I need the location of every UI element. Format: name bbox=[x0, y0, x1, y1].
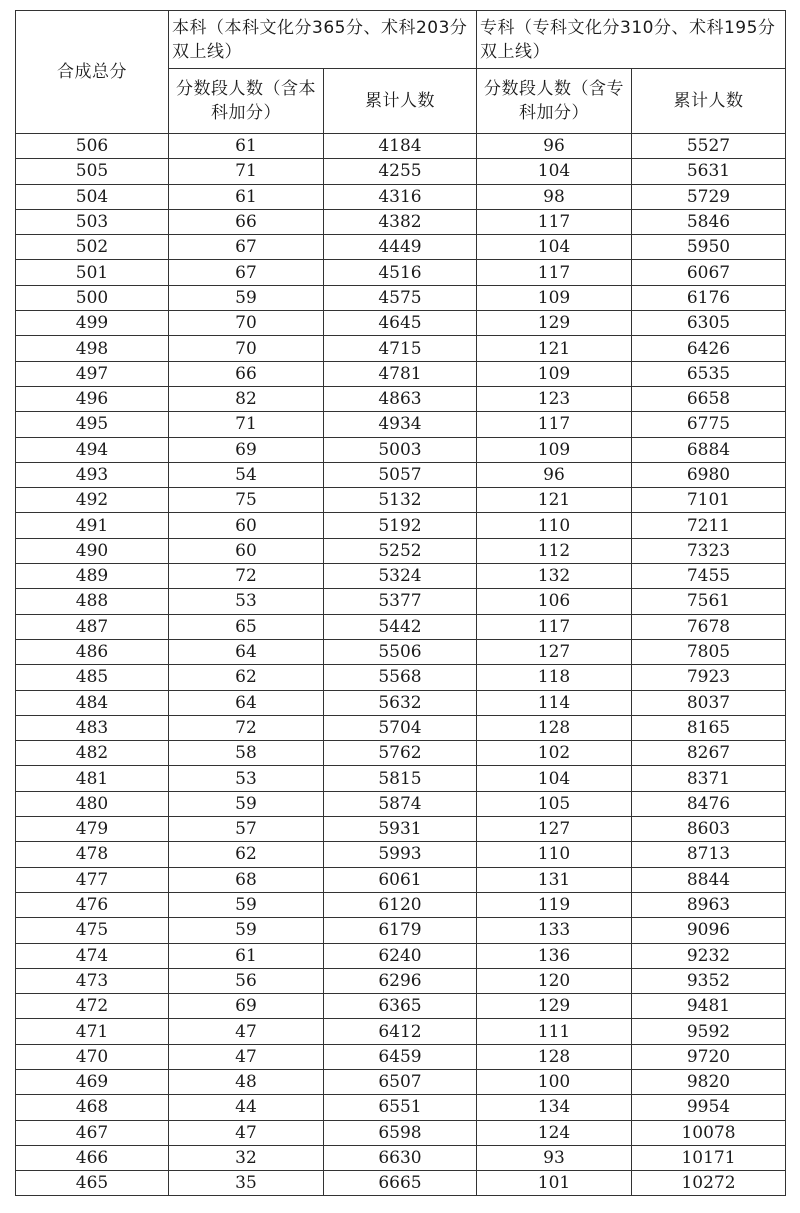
college-cumulative-cell: 8844 bbox=[632, 867, 786, 892]
college-count-cell: 129 bbox=[477, 311, 632, 336]
college-count-header: 分数段人数（含专科加分） bbox=[477, 69, 632, 134]
score-cell: 476 bbox=[16, 892, 169, 917]
bachelor-cumulative-cell: 4715 bbox=[324, 336, 477, 361]
table-row bbox=[16, 386, 786, 411]
college-count-cell: 104 bbox=[477, 235, 632, 260]
bachelor-cumulative-cell: 6296 bbox=[324, 968, 477, 993]
table-row bbox=[16, 968, 786, 993]
bachelor-cumulative-cell: 4255 bbox=[324, 159, 477, 184]
bachelor-cumulative-cell: 5506 bbox=[324, 639, 477, 664]
college-cumulative-cell: 8713 bbox=[632, 842, 786, 867]
bachelor-cumulative-cell: 4516 bbox=[324, 260, 477, 285]
college-count-cell: 136 bbox=[477, 943, 632, 968]
bachelor-count-cell: 47 bbox=[169, 1120, 324, 1145]
table-row bbox=[16, 538, 786, 563]
table-row bbox=[16, 943, 786, 968]
college-cumulative-cell: 10272 bbox=[632, 1171, 786, 1196]
table-row bbox=[16, 159, 786, 184]
table-row bbox=[16, 614, 786, 639]
table-row bbox=[16, 462, 786, 487]
table-row bbox=[16, 715, 786, 740]
college-count-cell: 109 bbox=[477, 361, 632, 386]
table-row bbox=[16, 918, 786, 943]
table-row bbox=[16, 235, 786, 260]
college-cumulative-cell: 7101 bbox=[632, 488, 786, 513]
college-cumulative-cell: 9954 bbox=[632, 1095, 786, 1120]
bachelor-cumulative-cell: 4863 bbox=[324, 386, 477, 411]
bachelor-cumulative-cell: 6240 bbox=[324, 943, 477, 968]
college-cumulative-cell: 9232 bbox=[632, 943, 786, 968]
table-row bbox=[16, 1145, 786, 1170]
bachelor-cumulative-cell: 4645 bbox=[324, 311, 477, 336]
table-row bbox=[16, 791, 786, 816]
bachelor-count-cell: 66 bbox=[169, 361, 324, 386]
header-row-groups bbox=[16, 11, 786, 69]
college-cumulative-cell: 5631 bbox=[632, 159, 786, 184]
score-cell: 502 bbox=[16, 235, 169, 260]
bachelor-count-cell: 58 bbox=[169, 741, 324, 766]
college-cumulative-cell: 8371 bbox=[632, 766, 786, 791]
score-cell: 481 bbox=[16, 766, 169, 791]
bachelor-count-cell: 64 bbox=[169, 690, 324, 715]
college-cumulative-cell: 9592 bbox=[632, 1019, 786, 1044]
bachelor-count-cell: 66 bbox=[169, 209, 324, 234]
college-count-cell: 121 bbox=[477, 488, 632, 513]
bachelor-group-header: 本科（本科文化分365分、术科203分双上线） bbox=[169, 11, 477, 69]
table-body bbox=[16, 134, 786, 1196]
bachelor-cumulative-cell: 5931 bbox=[324, 817, 477, 842]
score-cell: 488 bbox=[16, 589, 169, 614]
college-count-cell: 106 bbox=[477, 589, 632, 614]
bachelor-cumulative-cell: 5057 bbox=[324, 462, 477, 487]
bachelor-cumulative-cell: 5003 bbox=[324, 437, 477, 462]
college-count-cell: 128 bbox=[477, 715, 632, 740]
bachelor-count-cell: 67 bbox=[169, 235, 324, 260]
college-cumulative-cell: 6658 bbox=[632, 386, 786, 411]
score-cell: 479 bbox=[16, 817, 169, 842]
table-row bbox=[16, 892, 786, 917]
table-row bbox=[16, 1044, 786, 1069]
score-cell: 475 bbox=[16, 918, 169, 943]
college-cumulative-cell: 9720 bbox=[632, 1044, 786, 1069]
college-cumulative-cell: 8963 bbox=[632, 892, 786, 917]
college-cumulative-cell: 7561 bbox=[632, 589, 786, 614]
score-cell: 474 bbox=[16, 943, 169, 968]
bachelor-cumulative-cell: 6598 bbox=[324, 1120, 477, 1145]
college-count-cell: 105 bbox=[477, 791, 632, 816]
table-row bbox=[16, 336, 786, 361]
table-row bbox=[16, 639, 786, 664]
bachelor-cumulative-cell: 5568 bbox=[324, 665, 477, 690]
bachelor-cumulative-cell: 5132 bbox=[324, 488, 477, 513]
college-cumulative-cell: 8603 bbox=[632, 817, 786, 842]
bachelor-count-cell: 69 bbox=[169, 994, 324, 1019]
score-cell: 478 bbox=[16, 842, 169, 867]
table-row bbox=[16, 665, 786, 690]
college-cumulative-cell: 7211 bbox=[632, 513, 786, 538]
college-count-cell: 132 bbox=[477, 564, 632, 589]
score-cell: 489 bbox=[16, 564, 169, 589]
college-count-cell: 127 bbox=[477, 817, 632, 842]
college-cumulative-cell: 8037 bbox=[632, 690, 786, 715]
score-distribution-table bbox=[15, 10, 786, 1196]
college-cumulative-cell: 10171 bbox=[632, 1145, 786, 1170]
score-cell: 477 bbox=[16, 867, 169, 892]
bachelor-cumulative-cell: 5442 bbox=[324, 614, 477, 639]
college-cumulative-cell: 6884 bbox=[632, 437, 786, 462]
table-row bbox=[16, 589, 786, 614]
bachelor-cumulative-cell: 4184 bbox=[324, 134, 477, 159]
bachelor-cumulative-cell: 6507 bbox=[324, 1069, 477, 1094]
table-row bbox=[16, 994, 786, 1019]
bachelor-count-cell: 64 bbox=[169, 639, 324, 664]
score-cell: 468 bbox=[16, 1095, 169, 1120]
score-cell: 483 bbox=[16, 715, 169, 740]
bachelor-count-cell: 53 bbox=[169, 589, 324, 614]
bachelor-cumulative-cell: 5252 bbox=[324, 538, 477, 563]
bachelor-count-cell: 47 bbox=[169, 1044, 324, 1069]
college-count-cell: 131 bbox=[477, 867, 632, 892]
score-cell: 500 bbox=[16, 285, 169, 310]
bachelor-count-cell: 61 bbox=[169, 134, 324, 159]
score-cell: 486 bbox=[16, 639, 169, 664]
bachelor-count-cell: 59 bbox=[169, 285, 324, 310]
college-cumulative-cell: 5950 bbox=[632, 235, 786, 260]
bachelor-count-cell: 71 bbox=[169, 412, 324, 437]
bachelor-count-cell: 69 bbox=[169, 437, 324, 462]
college-cumulative-cell: 5527 bbox=[632, 134, 786, 159]
bachelor-cumulative-cell: 4382 bbox=[324, 209, 477, 234]
bachelor-cumulative-cell: 5815 bbox=[324, 766, 477, 791]
college-count-cell: 121 bbox=[477, 336, 632, 361]
bachelor-count-cell: 56 bbox=[169, 968, 324, 993]
table-row bbox=[16, 766, 786, 791]
bachelor-count-cell: 67 bbox=[169, 260, 324, 285]
table-row bbox=[16, 488, 786, 513]
college-count-cell: 98 bbox=[477, 184, 632, 209]
college-cumulative-cell: 7323 bbox=[632, 538, 786, 563]
college-count-cell: 119 bbox=[477, 892, 632, 917]
college-group-header: 专科（专科文化分310分、术科195分双上线） bbox=[477, 11, 786, 69]
table-row bbox=[16, 260, 786, 285]
score-cell: 504 bbox=[16, 184, 169, 209]
bachelor-count-cell: 53 bbox=[169, 766, 324, 791]
college-cumulative-cell: 6980 bbox=[632, 462, 786, 487]
college-cumulative-cell: 6176 bbox=[632, 285, 786, 310]
bachelor-count-cell: 59 bbox=[169, 918, 324, 943]
bachelor-cumulative-cell: 4781 bbox=[324, 361, 477, 386]
college-cumulative-header: 累计人数 bbox=[632, 69, 786, 134]
bachelor-count-cell: 59 bbox=[169, 791, 324, 816]
college-cumulative-cell: 6426 bbox=[632, 336, 786, 361]
college-count-cell: 117 bbox=[477, 412, 632, 437]
table-row bbox=[16, 564, 786, 589]
college-count-cell: 100 bbox=[477, 1069, 632, 1094]
score-cell: 494 bbox=[16, 437, 169, 462]
score-cell: 484 bbox=[16, 690, 169, 715]
college-cumulative-cell: 6305 bbox=[632, 311, 786, 336]
table-row bbox=[16, 817, 786, 842]
college-count-cell: 118 bbox=[477, 665, 632, 690]
table-row bbox=[16, 437, 786, 462]
college-count-cell: 109 bbox=[477, 437, 632, 462]
score-cell: 498 bbox=[16, 336, 169, 361]
bachelor-count-cell: 61 bbox=[169, 184, 324, 209]
college-cumulative-cell: 5729 bbox=[632, 184, 786, 209]
college-count-cell: 117 bbox=[477, 614, 632, 639]
bachelor-count-cell: 70 bbox=[169, 311, 324, 336]
bachelor-count-cell: 68 bbox=[169, 867, 324, 892]
college-count-cell: 109 bbox=[477, 285, 632, 310]
college-cumulative-cell: 8165 bbox=[632, 715, 786, 740]
college-cumulative-cell: 7805 bbox=[632, 639, 786, 664]
college-count-cell: 110 bbox=[477, 513, 632, 538]
bachelor-cumulative-cell: 5192 bbox=[324, 513, 477, 538]
bachelor-count-cell: 44 bbox=[169, 1095, 324, 1120]
table-row bbox=[16, 690, 786, 715]
bachelor-count-cell: 59 bbox=[169, 892, 324, 917]
bachelor-cumulative-cell: 5377 bbox=[324, 589, 477, 614]
score-table-document bbox=[15, 10, 785, 1196]
bachelor-count-cell: 60 bbox=[169, 513, 324, 538]
college-count-cell: 134 bbox=[477, 1095, 632, 1120]
bachelor-cumulative-cell: 5632 bbox=[324, 690, 477, 715]
table-row bbox=[16, 867, 786, 892]
bachelor-count-cell: 72 bbox=[169, 715, 324, 740]
college-count-cell: 127 bbox=[477, 639, 632, 664]
table-header bbox=[16, 11, 786, 134]
score-cell: 482 bbox=[16, 741, 169, 766]
college-cumulative-cell: 8267 bbox=[632, 741, 786, 766]
score-cell: 471 bbox=[16, 1019, 169, 1044]
bachelor-cumulative-cell: 4316 bbox=[324, 184, 477, 209]
college-cumulative-cell: 5846 bbox=[632, 209, 786, 234]
college-count-cell: 96 bbox=[477, 462, 632, 487]
college-count-cell: 112 bbox=[477, 538, 632, 563]
bachelor-count-header: 分数段人数（含本科加分） bbox=[169, 69, 324, 134]
college-cumulative-cell: 6067 bbox=[632, 260, 786, 285]
score-cell: 503 bbox=[16, 209, 169, 234]
table-row bbox=[16, 1069, 786, 1094]
bachelor-count-cell: 82 bbox=[169, 386, 324, 411]
college-count-cell: 124 bbox=[477, 1120, 632, 1145]
score-cell: 485 bbox=[16, 665, 169, 690]
table-row bbox=[16, 741, 786, 766]
table-row bbox=[16, 209, 786, 234]
bachelor-count-cell: 72 bbox=[169, 564, 324, 589]
score-cell: 506 bbox=[16, 134, 169, 159]
table-row bbox=[16, 412, 786, 437]
college-count-cell: 123 bbox=[477, 386, 632, 411]
bachelor-cumulative-cell: 6630 bbox=[324, 1145, 477, 1170]
bachelor-cumulative-cell: 5704 bbox=[324, 715, 477, 740]
total-score-header: 合成总分 bbox=[16, 11, 169, 134]
score-cell: 480 bbox=[16, 791, 169, 816]
college-cumulative-cell: 6535 bbox=[632, 361, 786, 386]
college-count-cell: 114 bbox=[477, 690, 632, 715]
table-row bbox=[16, 361, 786, 386]
bachelor-count-cell: 57 bbox=[169, 817, 324, 842]
table-row bbox=[16, 134, 786, 159]
college-count-cell: 104 bbox=[477, 766, 632, 791]
bachelor-count-cell: 62 bbox=[169, 665, 324, 690]
bachelor-count-cell: 60 bbox=[169, 538, 324, 563]
college-count-cell: 104 bbox=[477, 159, 632, 184]
table-row bbox=[16, 1120, 786, 1145]
bachelor-count-cell: 75 bbox=[169, 488, 324, 513]
bachelor-cumulative-header: 累计人数 bbox=[324, 69, 477, 134]
college-count-cell: 117 bbox=[477, 209, 632, 234]
bachelor-count-cell: 54 bbox=[169, 462, 324, 487]
bachelor-count-cell: 71 bbox=[169, 159, 324, 184]
college-cumulative-cell: 6775 bbox=[632, 412, 786, 437]
bachelor-cumulative-cell: 5874 bbox=[324, 791, 477, 816]
college-count-cell: 96 bbox=[477, 134, 632, 159]
college-cumulative-cell: 9096 bbox=[632, 918, 786, 943]
bachelor-count-cell: 61 bbox=[169, 943, 324, 968]
bachelor-count-cell: 47 bbox=[169, 1019, 324, 1044]
bachelor-cumulative-cell: 4934 bbox=[324, 412, 477, 437]
college-cumulative-cell: 7923 bbox=[632, 665, 786, 690]
score-cell: 493 bbox=[16, 462, 169, 487]
bachelor-cumulative-cell: 6365 bbox=[324, 994, 477, 1019]
college-count-cell: 129 bbox=[477, 994, 632, 1019]
college-cumulative-cell: 7678 bbox=[632, 614, 786, 639]
bachelor-cumulative-cell: 5762 bbox=[324, 741, 477, 766]
bachelor-cumulative-cell: 6459 bbox=[324, 1044, 477, 1069]
college-count-cell: 110 bbox=[477, 842, 632, 867]
table-row bbox=[16, 285, 786, 310]
college-cumulative-cell: 7455 bbox=[632, 564, 786, 589]
bachelor-count-cell: 35 bbox=[169, 1171, 324, 1196]
college-count-cell: 111 bbox=[477, 1019, 632, 1044]
college-count-cell: 93 bbox=[477, 1145, 632, 1170]
bachelor-cumulative-cell: 6412 bbox=[324, 1019, 477, 1044]
score-cell: 497 bbox=[16, 361, 169, 386]
bachelor-count-cell: 62 bbox=[169, 842, 324, 867]
bachelor-cumulative-cell: 6665 bbox=[324, 1171, 477, 1196]
college-cumulative-cell: 9820 bbox=[632, 1069, 786, 1094]
bachelor-cumulative-cell: 4449 bbox=[324, 235, 477, 260]
score-cell: 491 bbox=[16, 513, 169, 538]
score-cell: 465 bbox=[16, 1171, 169, 1196]
score-cell: 473 bbox=[16, 968, 169, 993]
college-count-cell: 101 bbox=[477, 1171, 632, 1196]
bachelor-cumulative-cell: 5324 bbox=[324, 564, 477, 589]
bachelor-count-cell: 65 bbox=[169, 614, 324, 639]
score-cell: 499 bbox=[16, 311, 169, 336]
bachelor-cumulative-cell: 6061 bbox=[324, 867, 477, 892]
bachelor-cumulative-cell: 6179 bbox=[324, 918, 477, 943]
college-cumulative-cell: 8476 bbox=[632, 791, 786, 816]
score-cell: 501 bbox=[16, 260, 169, 285]
bachelor-cumulative-cell: 4575 bbox=[324, 285, 477, 310]
college-count-cell: 102 bbox=[477, 741, 632, 766]
college-cumulative-cell: 9481 bbox=[632, 994, 786, 1019]
college-count-cell: 128 bbox=[477, 1044, 632, 1069]
score-cell: 469 bbox=[16, 1069, 169, 1094]
score-cell: 490 bbox=[16, 538, 169, 563]
college-cumulative-cell: 9352 bbox=[632, 968, 786, 993]
table-row bbox=[16, 1171, 786, 1196]
table-row bbox=[16, 184, 786, 209]
table-row bbox=[16, 513, 786, 538]
college-count-cell: 120 bbox=[477, 968, 632, 993]
bachelor-count-cell: 48 bbox=[169, 1069, 324, 1094]
score-cell: 487 bbox=[16, 614, 169, 639]
college-cumulative-cell: 10078 bbox=[632, 1120, 786, 1145]
bachelor-cumulative-cell: 6551 bbox=[324, 1095, 477, 1120]
score-cell: 495 bbox=[16, 412, 169, 437]
table-row bbox=[16, 311, 786, 336]
score-cell: 466 bbox=[16, 1145, 169, 1170]
bachelor-count-cell: 70 bbox=[169, 336, 324, 361]
score-cell: 492 bbox=[16, 488, 169, 513]
score-cell: 505 bbox=[16, 159, 169, 184]
table-row bbox=[16, 842, 786, 867]
bachelor-cumulative-cell: 6120 bbox=[324, 892, 477, 917]
score-cell: 470 bbox=[16, 1044, 169, 1069]
bachelor-count-cell: 32 bbox=[169, 1145, 324, 1170]
bachelor-cumulative-cell: 5993 bbox=[324, 842, 477, 867]
score-cell: 472 bbox=[16, 994, 169, 1019]
table-row bbox=[16, 1095, 786, 1120]
score-cell: 467 bbox=[16, 1120, 169, 1145]
college-count-cell: 117 bbox=[477, 260, 632, 285]
score-cell: 496 bbox=[16, 386, 169, 411]
table-row bbox=[16, 1019, 786, 1044]
college-count-cell: 133 bbox=[477, 918, 632, 943]
